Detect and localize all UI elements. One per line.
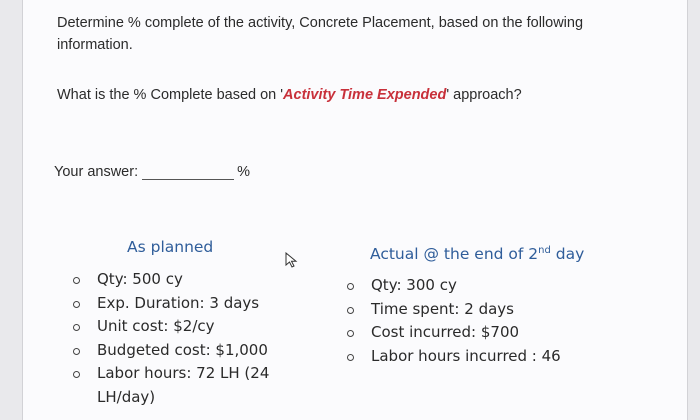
list-item: Qty: 300 cy xyxy=(341,274,641,298)
question-prompt xyxy=(57,84,522,106)
planned-heading: As planned xyxy=(127,238,214,256)
list-item: Labor hours incurred : 46 xyxy=(341,345,641,369)
actual-heading-suffix: day xyxy=(550,245,585,264)
answer-unit: % xyxy=(237,164,251,180)
answer-label: Your answer: xyxy=(54,164,139,180)
prompt-prefix: What is the % Complete based on ' xyxy=(57,87,284,103)
answer-input[interactable] xyxy=(142,163,234,180)
list-item: Qty: 500 cy xyxy=(67,268,297,292)
actual-list xyxy=(341,274,641,368)
planned-list xyxy=(67,268,297,409)
list-item: Budgeted cost: $1,000 xyxy=(67,339,297,363)
mouse-pointer-icon xyxy=(285,252,299,268)
actual-heading xyxy=(370,245,584,263)
question-text: Determine % complete of the activity, Concrete Placement, based on the following information. xyxy=(57,15,584,53)
list-item: Time spent: 2 days xyxy=(341,298,641,322)
actual-heading-text: Actual @ the end of 2 xyxy=(370,245,539,264)
list-item: Exp. Duration: 3 days xyxy=(67,292,297,316)
prompt-emphasis: Activity Time Expended xyxy=(283,87,447,103)
list-item: Cost incurred: $700 xyxy=(341,321,641,345)
list-item: Labor hours: 72 LH (24 LH/day) xyxy=(67,362,297,409)
list-item: Unit cost: $2/cy xyxy=(67,315,297,339)
question-card xyxy=(22,0,688,420)
actual-heading-sup: nd xyxy=(538,245,551,256)
prompt-suffix: ' approach? xyxy=(446,87,522,103)
answer-row xyxy=(54,163,250,180)
